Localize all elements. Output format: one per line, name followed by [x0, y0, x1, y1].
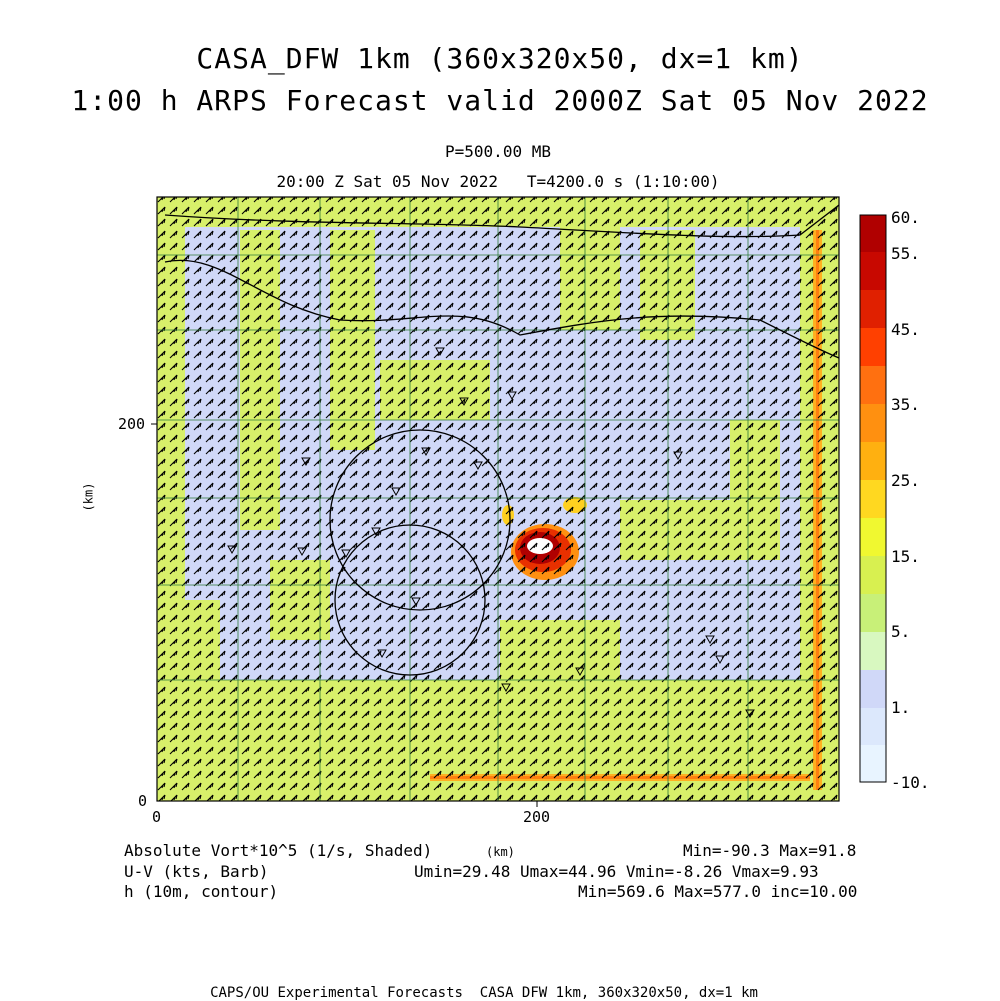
- height-range: Min=569.6 Max=577.0 inc=10.00: [578, 882, 858, 901]
- colorbar-label-1: 1.: [891, 698, 911, 717]
- colorbar-label-25: 25.: [891, 471, 920, 490]
- colorbar-label-35: 35.: [891, 395, 920, 414]
- colorbar-label-neg10: -10.: [891, 773, 930, 792]
- x-tick-0: 0: [152, 808, 162, 826]
- colorbar-label-55: 55.: [891, 244, 920, 263]
- pressure-level: P=500.00 MB: [445, 142, 551, 161]
- wind-label: U-V (kts, Barb): [124, 862, 269, 881]
- vorticity-range: Min=-90.3 Max=91.8: [683, 841, 857, 860]
- colorbar-label-15: 15.: [891, 547, 920, 566]
- x-axis-unit: (km): [486, 845, 515, 859]
- title-line-1: CASA_DFW 1km (360x320x50, dx=1 km): [196, 42, 804, 75]
- vorticity-label: Absolute Vort*10^5 (1/s, Shaded): [124, 841, 433, 860]
- wind-range: Umin=29.48 Umax=44.96 Vmin=-8.26 Vmax=9.93: [414, 862, 819, 881]
- colorbar: [860, 215, 886, 782]
- colorbar-label-60: 60.: [891, 208, 920, 227]
- colorbar-label-5: 5.: [891, 622, 911, 641]
- y-tick-0: 0: [138, 792, 148, 810]
- title-line-2: 1:00 h ARPS Forecast valid 2000Z Sat 05 Nov 2022: [71, 84, 929, 117]
- footer-credit: CAPS/OU Experimental Forecasts CASA DFW 1km, 360x320x50, dx=1 km: [210, 985, 758, 1001]
- height-label: h (10m, contour): [124, 882, 279, 901]
- valid-time: 20:00 Z Sat 05 Nov 2022 T=4200.0 s (1:10:00): [276, 172, 720, 191]
- y-tick-200: 200: [118, 415, 146, 433]
- x-tick-200: 200: [523, 808, 551, 826]
- colorbar-label-45: 45.: [891, 320, 920, 339]
- y-axis-unit: (km): [81, 482, 96, 512]
